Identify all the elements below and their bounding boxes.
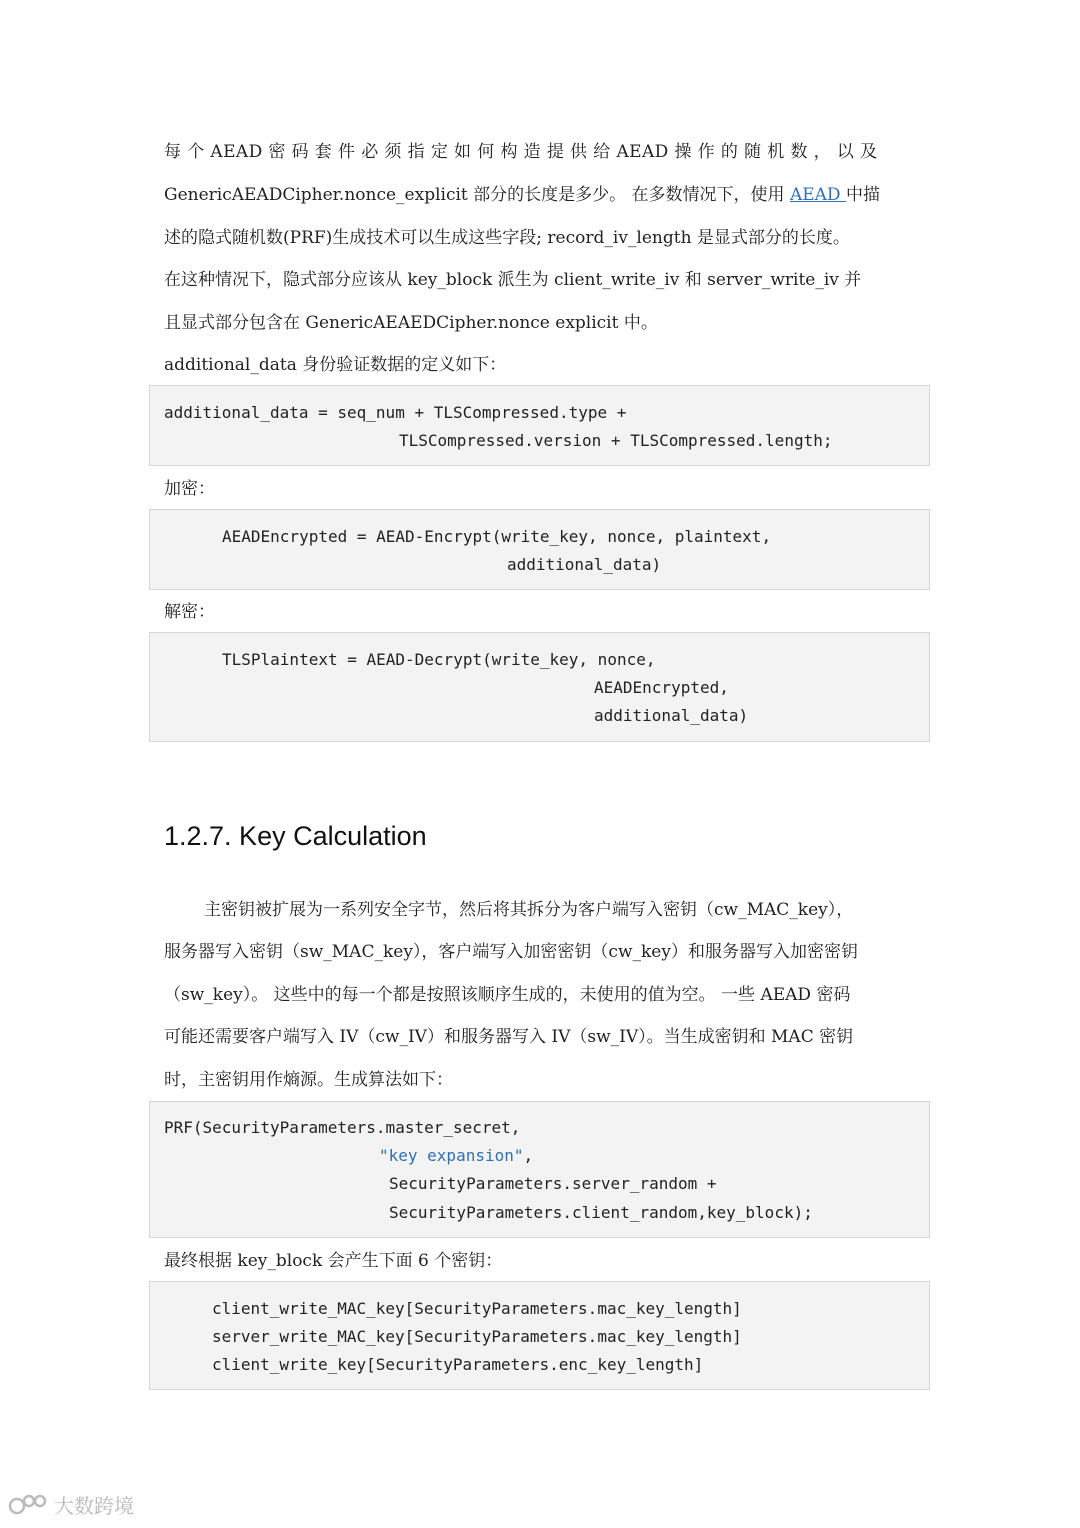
paragraph2-line3: （sw_key）。 这些中的每一个都是按照该顺序生成的，未使用的值为空。 一些 AEAD 密码: [164, 985, 851, 1005]
watermark: [8, 1490, 134, 1519]
watermark-text: 大数跨境: [54, 1494, 134, 1518]
code-line: additional_data = seq_num + TLSCompressed.type +: [164, 403, 627, 422]
code-block-encrypt: [149, 509, 930, 590]
code-line: client_write_MAC_key[SecurityParameters.mac_key_length]: [212, 1299, 742, 1318]
code-line: [379, 1146, 533, 1166]
code-line: SecurityParameters.server_random +: [389, 1174, 717, 1193]
paragraph2-line4: 可能还需要客户端写入 IV（cw_IV）和服务器写入 IV（sw_IV）。当生成密钥和 MAC 密钥: [164, 1027, 854, 1047]
encrypt-label: 加密：: [164, 479, 215, 499]
logo-icon: [8, 1492, 48, 1518]
paragraph1-line5: 且显式部分包含在 GenericAEAEDCipher.nonce explicit 中。: [164, 313, 658, 333]
code-line: additional_data): [594, 706, 749, 725]
paragraph1-line2-tail: 中描: [845, 185, 880, 205]
code-line: TLSCompressed.version + TLSCompressed.length;: [399, 431, 833, 450]
code-line: additional_data): [507, 555, 662, 574]
paragraph1-line1: 每 个 AEAD 密 码 套 件 必 须 指 定 如 何 构 造 提 供 给 AEAD 操 作 的 随 机 数 ， 以 及: [164, 142, 878, 162]
paragraph2-line1: 主密钥被扩展为一系列安全字节，然后将其拆分为客户端写入密钥（cw_MAC_key），: [204, 900, 854, 920]
paragraph1-line4: 在这种情况下，隐式部分应该从 key_block 派生为 client_write_iv 和 server_write_iv 并: [164, 270, 862, 290]
code-line: server_write_MAC_key[SecurityParameters.mac_key_length]: [212, 1327, 742, 1346]
code-line: AEADEncrypted,: [594, 678, 729, 697]
paragraph2-line2: 服务器写入密钥（sw_MAC_key），客户端写入加密密钥（cw_key）和服务器写入加密密钥: [164, 942, 858, 962]
string-literal: "key expansion": [379, 1146, 524, 1165]
paragraph2-line5: 时，主密钥用作熵源。生成算法如下：: [164, 1070, 453, 1090]
code-line: PRF(SecurityParameters.master_secret,: [164, 1118, 521, 1137]
keys-label: 最终根据 key_block 会产生下面 6 个密钥：: [164, 1251, 503, 1271]
section-heading: 1.2.7. Key Calculation: [164, 821, 427, 851]
code-line: TLSPlaintext = AEAD-Decrypt(write_key, nonce,: [222, 650, 656, 669]
aead-link[interactable]: AEAD: [789, 185, 846, 205]
additional-data-label: additional_data 身份验证数据的定义如下：: [164, 355, 507, 375]
decrypt-label: 解密：: [164, 602, 215, 622]
code-block-prf: [149, 1101, 930, 1238]
code-line: AEADEncrypted = AEAD-Encrypt(write_key, nonce, plaintext,: [222, 527, 772, 546]
paragraph1-line3: 述的隐式随机数(PRF)生成技术可以生成这些字段; record_iv_length 是显式部分的长度。: [164, 228, 850, 248]
code-block-keys: [149, 1281, 930, 1390]
paragraph1-line2-text: GenericAEADCipher.nonce_explicit 部分的长度是多少。 在多数情况下，使用: [164, 185, 790, 205]
code-punct: ,: [523, 1146, 534, 1165]
code-block-additional-data: [149, 385, 930, 466]
code-line: SecurityParameters.client_random,key_block);: [389, 1203, 813, 1222]
paragraph1-line2: [164, 184, 920, 206]
code-block-decrypt: [149, 632, 930, 742]
code-line: client_write_key[SecurityParameters.enc_key_length]: [212, 1355, 704, 1374]
